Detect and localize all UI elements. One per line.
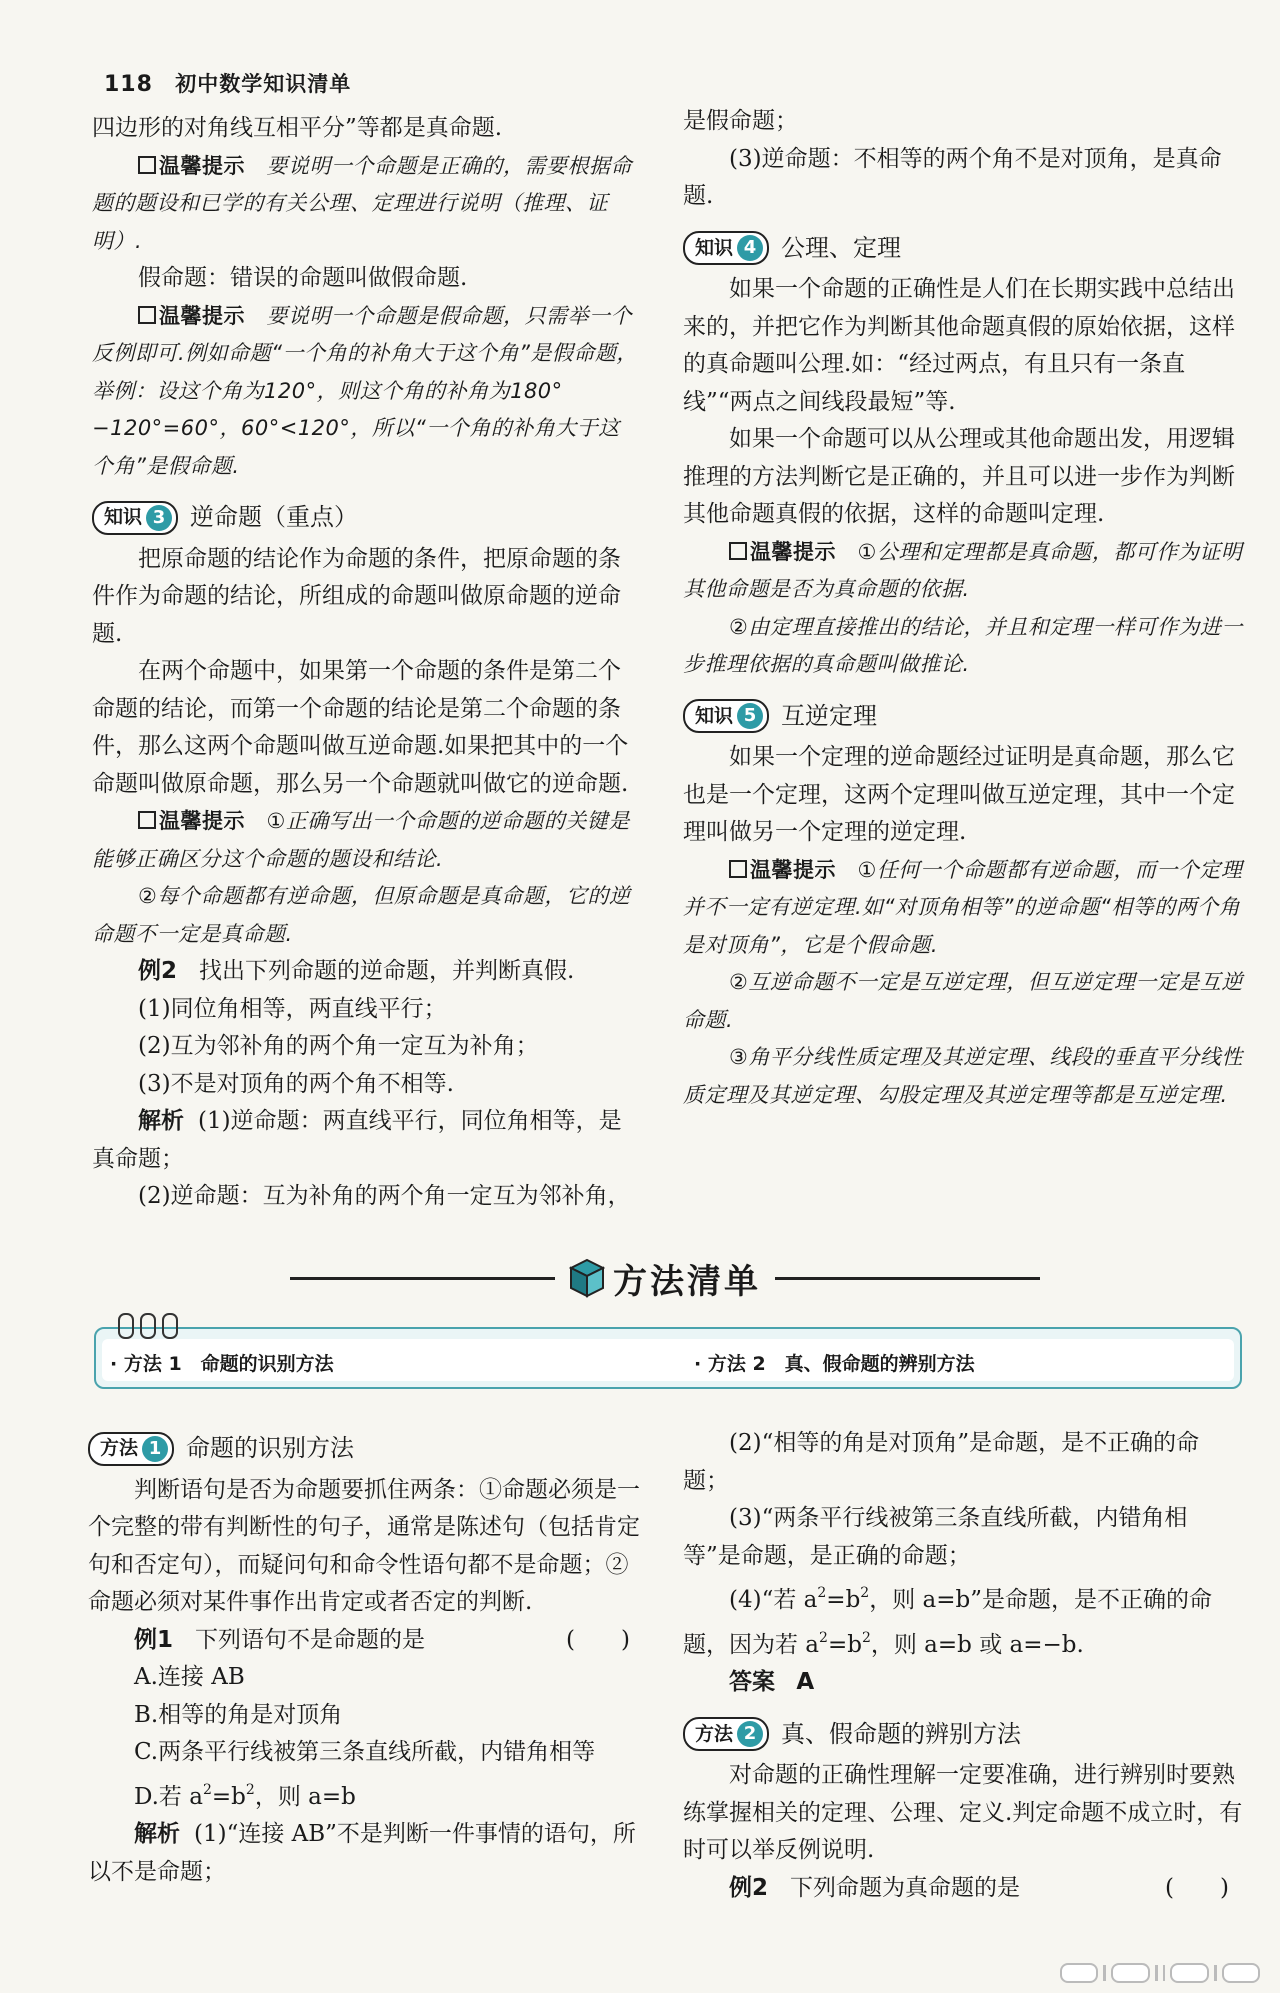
section-heading <box>683 1716 1243 1754</box>
list-item: (3)不是对顶角的两个角不相等. <box>138 1070 454 1097</box>
example-label: 例1 <box>134 1626 174 1653</box>
example <box>92 953 640 991</box>
section-heading <box>683 698 1243 736</box>
answer-blank: ( ) <box>566 1626 630 1653</box>
paragraph: (2)“相等的角是对顶角”是命题，是不正确的命题； <box>683 1430 1200 1494</box>
paragraph: 如果一个定理的逆命题经过证明是真命题，那么它也是一个定理，这两个定理叫做互逆定理，其中一个定理叫做另一个定理的逆定理. <box>683 744 1235 845</box>
tip-block <box>92 803 640 878</box>
left-column-bottom <box>88 1430 644 1891</box>
solution-label: 解析 <box>138 1108 184 1134</box>
book-title: 初中数学知识清单 <box>175 72 352 96</box>
method-index-bar <box>94 1327 1242 1389</box>
paragraph: 把原命题的结论作为命题的条件，把原命题的条件作为命题的结论，所组成的命题叫做原命题的逆命题. <box>92 545 621 647</box>
tip-block <box>92 298 640 486</box>
divider-line <box>775 1277 1040 1280</box>
example-text: 下列命题为真命题的是 <box>789 1874 1020 1901</box>
paragraph: 是假命题； <box>683 108 798 134</box>
checkbox-icon <box>138 306 156 324</box>
page-number: 118 <box>104 72 153 97</box>
section-title: 公理、定理 <box>781 233 902 262</box>
binder-rings <box>118 1313 178 1339</box>
tip-label: 温馨提示 <box>138 809 245 833</box>
tip-block <box>92 148 640 261</box>
solution-text: (1)“连接 AB”不是判断一件事情的语句，所以不是命题； <box>88 1821 636 1885</box>
example <box>683 1870 1243 1908</box>
paragraph: 在两个命题中，如果第一个命题的条件是第二个命题的结论，而第一个命题的结论是第二个命题的条件，那么这两个命题叫做互逆命题.如果把其中的一个命题叫做原命题，那么另一个命题就叫做它的逆命题. <box>92 658 629 797</box>
checkbox-icon <box>138 811 156 829</box>
list-item: (2)互为邻补角的两个角一定互为补角； <box>138 1033 539 1059</box>
right-column-top <box>683 103 1243 1114</box>
scroll-indicator[interactable] <box>1060 1964 1260 1982</box>
paragraph: 如果一个命题可以从公理或其他命题出发，用逻辑推理的方法判断它是正确的，并且可以进一步作为判断其他命题真假的依据，这样的命题叫定理. <box>683 426 1235 527</box>
option-c: C.两条平行线被第三条直线所截，内错角相等 <box>134 1739 596 1765</box>
divider-line <box>290 1277 555 1280</box>
answer-blank: ( ) <box>1165 1874 1229 1901</box>
tip-label: 温馨提示 <box>138 304 245 328</box>
example-label: 例2 <box>729 1874 769 1901</box>
solution-text: (1)逆命题：两直线平行，同位角相等，是真命题； <box>92 1108 622 1172</box>
example <box>88 1622 644 1660</box>
section-title: 真、假命题的辨别方法 <box>781 1719 1022 1748</box>
answer-label: 答案 <box>729 1669 775 1695</box>
method-index-item: · 方法 2 真、假命题的辨别方法 <box>694 1353 975 1375</box>
method-section-divider <box>290 1248 1040 1308</box>
section-heading <box>683 230 1243 268</box>
tip-label: 温馨提示 <box>138 154 245 178</box>
cube-icon <box>569 1258 605 1298</box>
list-item: (1)同位角相等，两直线平行； <box>138 995 447 1022</box>
tip-block <box>683 534 1243 609</box>
option-d: D.若 $a^2=b^2$，则 a=b <box>134 1781 356 1810</box>
tip-text: ③角平分线性质定理及其逆定理、线段的垂直平分线性质定理及其逆定理、勾股定理及其逆定理等都是互逆定理. <box>683 1045 1243 1107</box>
right-column-bottom <box>683 1425 1243 1907</box>
solution <box>88 1816 644 1891</box>
tip-text: ②每个命题都有逆命题，但原命题是真命题，它的逆命题不一定是真命题. <box>92 884 631 946</box>
section-title: 逆命题（重点） <box>190 503 359 531</box>
left-column-top <box>92 110 640 1216</box>
page-header <box>104 68 351 98</box>
knowledge-badge: 知识 3 <box>92 501 178 535</box>
solution <box>92 1103 640 1178</box>
section-title: 互逆定理 <box>781 701 878 730</box>
paragraph: (3)“两条平行线被第三条直线所截，内错角相等”是命题，是正确的命题； <box>683 1505 1188 1569</box>
example-text: 下列语句不是命题的是 <box>194 1626 425 1653</box>
tip-text: ①公理和定理都是真命题，都可作为证明其他命题是否为真命题的依据. <box>683 539 1243 601</box>
method-badge: 方法 2 <box>683 1717 769 1751</box>
tip-label: 温馨提示 <box>729 540 836 564</box>
section-heading <box>88 1430 644 1468</box>
tip-text: ①正确写出一个命题的逆命题的关键是能够正确区分这个命题的题设和结论. <box>92 809 630 871</box>
knowledge-badge: 知识 5 <box>683 699 769 733</box>
paragraph: 四边形的对角线互相平分”等都是真命题. <box>92 115 503 141</box>
checkbox-icon <box>138 156 156 174</box>
paragraph: 判断语句是否为命题要抓住两条：①命题必须是一个完整的带有判断性的句子，通常是陈述句（包括肯定句和否定句），而疑问句和命令性语句都不是命题；②命题必须对某件事作出肯定或者否定的判断. <box>88 1476 640 1615</box>
example-text: 找出下列命题的逆命题，并判断真假. <box>198 958 575 984</box>
answer <box>683 1664 1243 1702</box>
section-title: 命题的识别方法 <box>186 1434 355 1462</box>
option-a: A.连接 AB <box>134 1664 245 1690</box>
method-section-title: 方法清单 <box>569 1254 761 1303</box>
tip-text: ②由定理直接推出的结论，并且和定理一样可作为进一步推理依据的真命题叫做推论. <box>683 614 1243 676</box>
tip-text: ②互逆命题不一定是互逆定理，但互逆定理一定是互逆命题. <box>683 970 1243 1032</box>
paragraph: (2)逆命题：互为补角的两个角一定互为邻补角， <box>138 1183 631 1209</box>
section-heading <box>92 499 640 537</box>
tip-text: 要说明一个命题是正确的，需要根据命题的题设和已学的有关公理、定理进行说明（推理、证明）. <box>92 153 633 253</box>
paragraph: 对命题的正确性理解一定要准确，进行辨别时要熟练掌握相关的定理、公理、定义.判定命题不成立时，有时可以举反例说明. <box>683 1762 1243 1863</box>
answer-value: A <box>796 1669 815 1695</box>
checkbox-icon <box>729 542 747 560</box>
tip-block <box>683 852 1243 965</box>
method-badge: 方法 1 <box>88 1432 174 1466</box>
example-label: 例2 <box>138 958 178 984</box>
tip-label: 温馨提示 <box>729 858 836 882</box>
tip-text: 要说明一个命题是假命题，只需举一个反例即可.例如命题“一个角的补角大于这个角”是假命题，举例：设这个角为120°，则这个角的补角为180°−120°=60°，60°<120°，所以“一个角的补角大于这个角”是假命题. <box>92 303 638 478</box>
paragraph: (4)“若 $a^2=b^2$，则 a=b”是命题，是不正确的命题，因为若 $a^2=b^2$，则 a=b 或 a=−b. <box>683 1585 1212 1658</box>
paragraph: (3)逆命题：不相等的两个角不是对顶角，是真命题. <box>683 145 1222 209</box>
option-b: B.相等的角是对顶角 <box>134 1701 343 1728</box>
paragraph: 如果一个命题的正确性是人们在长期实践中总结出来的，并把它作为判断其他命题真假的原始依据，这样的真命题叫公理.如：“经过两点，有且只有一条直线”“两点之间线段最短”等. <box>683 276 1235 415</box>
knowledge-badge: 知识 4 <box>683 231 769 265</box>
solution-label: 解析 <box>134 1821 180 1847</box>
paragraph: 假命题：错误的命题叫做假命题. <box>138 265 468 291</box>
method-index-item: · 方法 1 命题的识别方法 <box>110 1353 334 1375</box>
tip-text: ①任何一个命题都有逆命题，而一个定理并不一定有逆定理.如“对顶角相等”的逆命题“相等的两个角是对顶角”，它是个假命题. <box>683 857 1243 957</box>
checkbox-icon <box>729 860 747 878</box>
